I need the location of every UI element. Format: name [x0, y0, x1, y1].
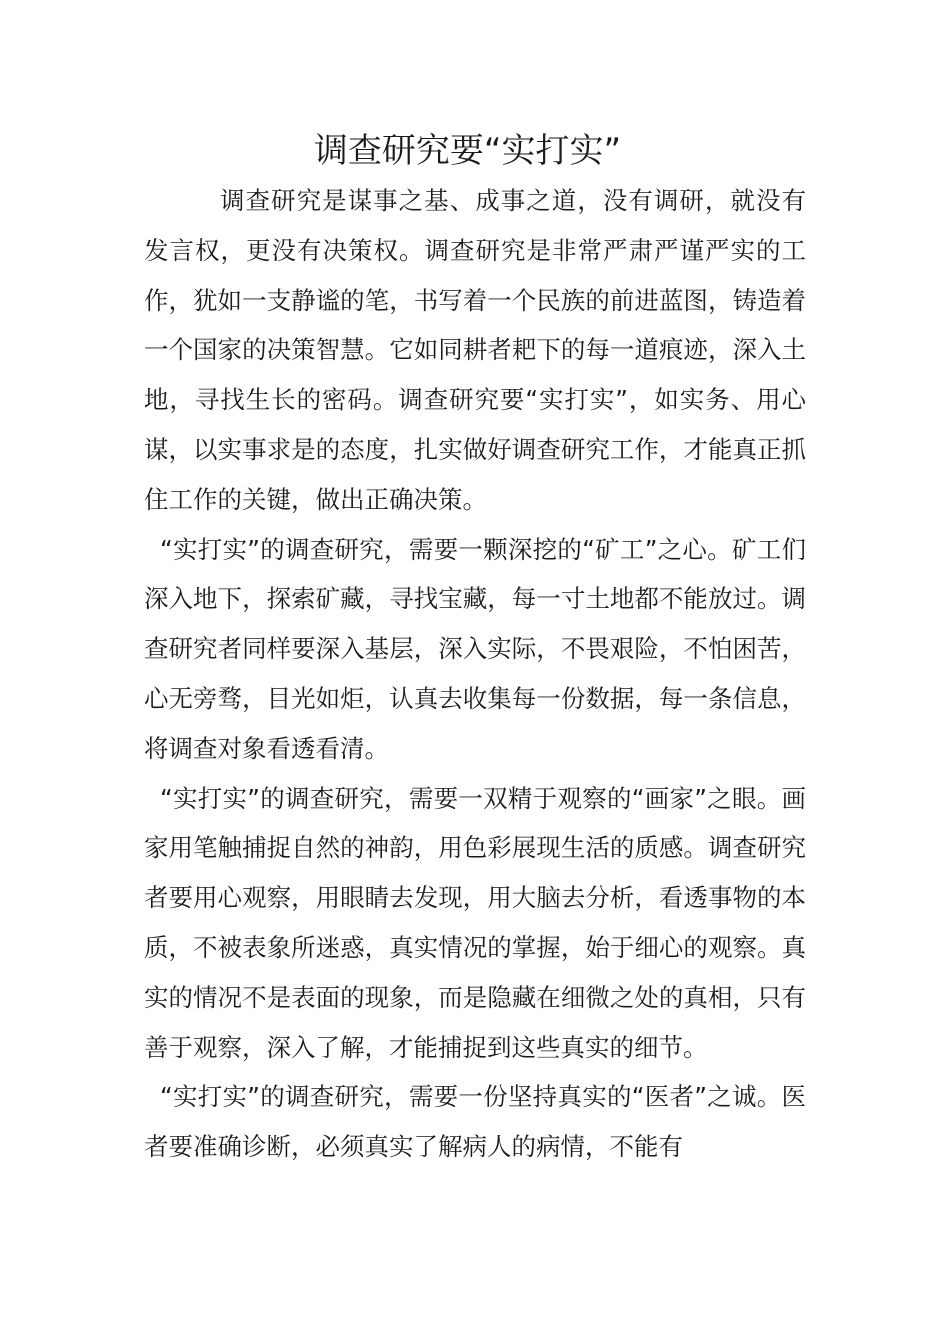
paragraph: “实打实”的调查研究，需要一份坚持真实的“医者”之诚。医者要准确诊断，必须真实了解病人的病情，不能有: [144, 1082, 806, 1162]
paragraph: 调查研究是谋事之基、成事之道，没有调研，就没有发言权，更没有决策权。调查研究是非常严肃严谨严实的工作，犹如一支静谧的笔，书写着一个民族的前进蓝图，铸造着一个国家的决策智慧。它如同耕者耙下的每一道痕迹，深入土地，寻找生长的密码。调查研究要“实打实”，如实务、用心谋，以实事求是的态度，扎实做好调查研究工作，才能真正抓住工作的关键，做出正确决策。: [144, 186, 806, 514]
document-body: [144, 176, 806, 1172]
paragraph: “实打实”的调查研究，需要一双精于观察的“画家”之眼。画家用笔触捕捉自然的神韵，用色彩展现生活的质感。调查研究者要用心观察，用眼睛去发现，用大脑去分析，看透事物的本质，不被表象所迷惑，真实情况的掌握，始于细心的观察。真实的情况不是表面的现象，而是隐藏在细微之处的真相，只有善于观察，深入了解，才能捕捉到这些真实的细节。: [144, 783, 806, 1062]
document-title: 调查研究要“实打实”: [313, 131, 622, 171]
paragraph: “实打实”的调查研究，需要一颗深挖的“矿工”之心。矿工们深入地下，探索矿藏，寻找宝藏，每一寸土地都不能放过。调查研究者同样要深入基层，深入实际，不畏艰险，不怕困苦，心无旁骛，目光如炬，认真去收集每一份数据，每一条信息，将调查对象看透看清。: [144, 534, 806, 763]
